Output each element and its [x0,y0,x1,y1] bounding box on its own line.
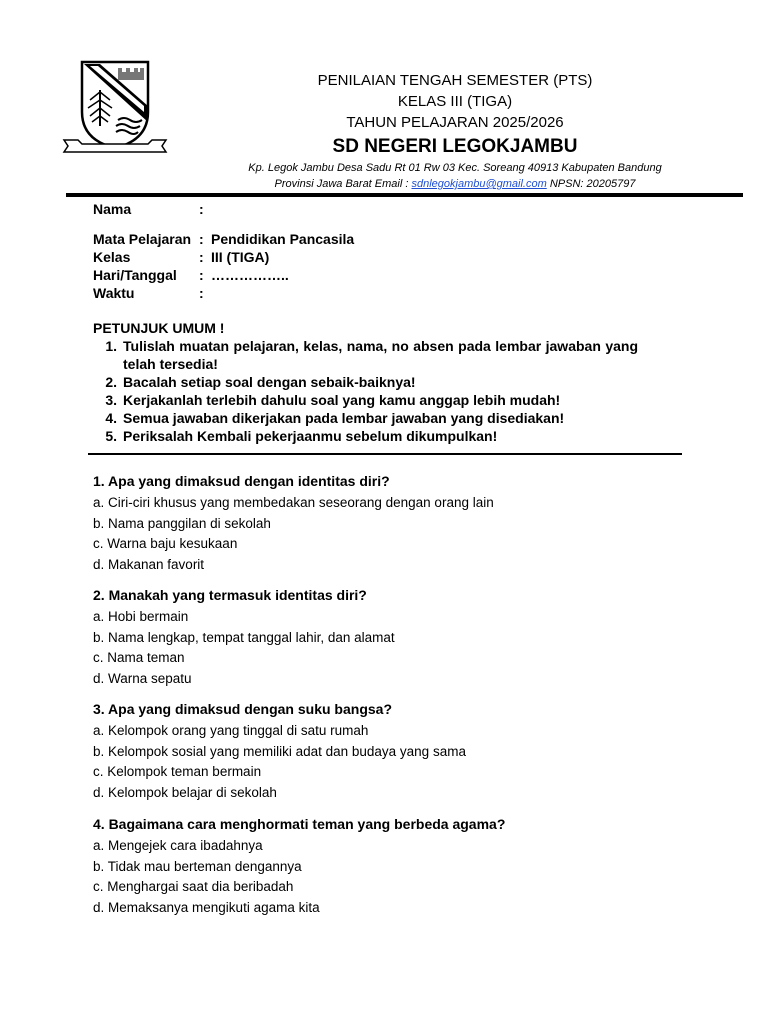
school-name: SD NEGERI LEGOKJAMBU [332,136,578,157]
answer-option: d. Kelompok belajar di sekolah [93,784,277,800]
info-label: Waktu [93,285,135,301]
instruction-item: 2. Bacalah setiap soal dengan sebaik-baiknya! [105,374,416,390]
answer-option: c. Warna baju kesukaan [93,536,238,551]
npsn: NPSN: 20205797 [549,178,636,190]
info-label: Nama [93,201,132,217]
answer-option: d. Warna sepatu [93,670,192,686]
info-row-kelas: Kelas : III (TIGA) [93,249,270,265]
info-value: III (TIGA) [211,249,270,265]
year-line: TAHUN PELAJARAN 2025/2026 [346,114,564,131]
info-label: Hari/Tanggal [93,267,177,283]
answer-option: a. Hobi bermain [93,609,189,624]
instructions-title: PETUNJUK UMUM ! [93,320,225,336]
instruction-item: 4. Semua jawaban dikerjakan pada lembar jawaban yang disediakan! [105,410,565,426]
instruction-item: 5. Periksalah Kembali pekerjaanmu sebelum dikumpulkan! [105,428,498,444]
question-4 [93,815,693,918]
question-text: 3. Apa yang dimaksud dengan suku bangsa? [93,701,392,717]
info-value: …………….. [211,267,289,283]
province-prefix: Provinsi Jawa Barat Email : [274,178,409,190]
question-2 [93,586,693,689]
answer-option: a. Kelompok orang yang tinggal di satu rumah [93,723,369,738]
document-header [180,70,730,192]
instruction-item: 3. Kerjakanlah terlebih dahulu soal yang kamu anggap lebih mudah! [105,392,561,408]
answer-option: c. Nama teman [93,650,185,665]
question-text: 1. Apa yang dimaksud dengan identitas diri? [93,473,390,489]
info-row-hari: Hari/Tanggal : …………….. [93,267,289,283]
answer-option: b. Tidak mau berteman dengannya [93,858,302,874]
question-3 [93,700,693,803]
class-line: KELAS III (TIGA) [397,93,513,110]
exam-title: PENILAIAN TENGAH SEMESTER (PTS) [317,72,593,89]
info-row-mapel: Mata Pelajaran : Pendidikan Pancasila [93,231,355,247]
answer-option: a. Mengejek cara ibadahnya [93,838,263,853]
answer-option: b. Kelompok sosial yang memiliki adat dan budaya yang sama [93,743,466,759]
answer-option: b. Nama lengkap, tempat tanggal lahir, dan alamat [93,629,395,645]
answer-option: c. Menghargai saat dia beribadah [93,879,294,894]
answer-option: b. Nama panggilan di sekolah [93,515,271,531]
answer-option: c. Kelompok teman bermain [93,764,262,779]
instructions-list [93,337,638,445]
answer-option: d. Memaksanya mengikuti agama kita [93,899,320,915]
info-value: Pendidikan Pancasila [211,231,355,247]
address-line: Kp. Legok Jambu Desa Sadu Rt 01 Rw 03 Kec. Soreang 40913 Kabupaten Bandung [248,162,662,174]
instruction-item: 1. Tulislah muatan pelajaran, kelas, nama, no absen pada lembar jawaban yang telah tersedia! [105,338,638,372]
info-row-waktu: Waktu : [93,285,204,301]
header-divider [66,193,743,197]
contact-line [180,176,730,192]
question-text: 4. Bagaimana cara menghormati teman yang berbeda agama? [93,816,506,832]
info-row-nama: Nama : [93,201,204,217]
school-logo [60,60,170,156]
question-text: 2. Manakah yang termasuk identitas diri? [93,587,367,603]
answer-option: d. Makanan favorit [93,556,205,572]
info-label: Mata Pelajaran [93,231,192,247]
section-divider [88,453,682,455]
answer-option: a. Ciri-ciri khusus yang membedakan seseorang dengan orang lain [93,495,494,510]
email-link[interactable]: sdnlegokjambu@gmail.com [411,178,547,190]
info-label: Kelas [93,249,131,265]
question-1 [93,472,693,575]
